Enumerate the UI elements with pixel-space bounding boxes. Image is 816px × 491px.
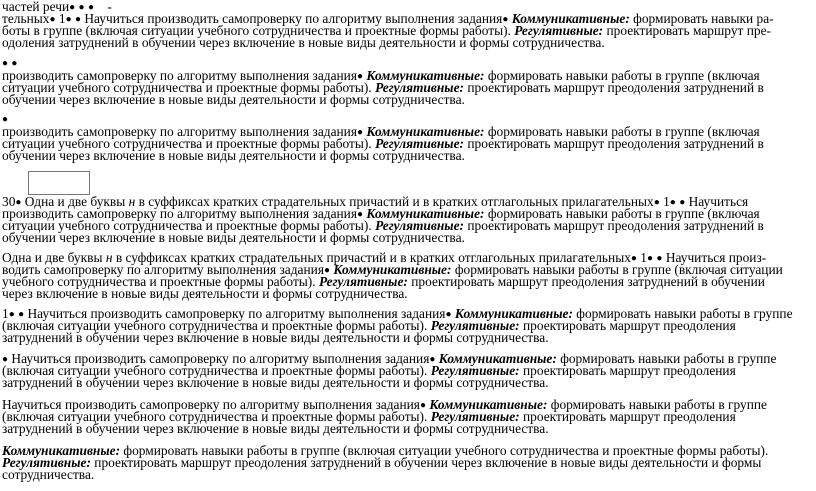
- text-fragment: тельных: [2, 11, 50, 26]
- number: 30: [2, 194, 16, 209]
- label-communicative: Коммуникативные:: [2, 443, 121, 458]
- text-line: [2, 288, 408, 301]
- regulative-text: затруднений в обучении через включение в новые виды деятельности и формы сотрудничества.: [2, 375, 549, 390]
- label-regulative: Регулятивные:: [514, 23, 604, 38]
- bullet-icon: ●: [357, 209, 364, 220]
- learning-goal: Научиться производить самопроверку по алгоритму выполнения задания: [11, 351, 430, 366]
- bullet-icon: ●: [78, 2, 85, 13]
- label-regulative: Регулятивные:: [375, 218, 464, 233]
- number: 1: [663, 194, 670, 209]
- communicative-text: ситуации учебного сотрудничества и проектные формы работы).: [2, 80, 372, 95]
- text-line: [2, 469, 94, 482]
- bullet-icon: ●: [357, 127, 364, 138]
- bullet-icon: ●: [15, 197, 22, 208]
- bullet-icon: ●: [69, 2, 76, 13]
- communicative-text: формировать навыки работы в группе: [560, 351, 777, 366]
- communicative-text: формировать навыки работы в группе: [550, 397, 767, 412]
- label-communicative: Коммуникативные:: [438, 351, 557, 366]
- label-regulative: Регулятивные:: [318, 274, 408, 289]
- label-regulative: Регулятивные:: [375, 136, 464, 151]
- regulative-text: проектировать маршрут преодоления затруднений в обучении через включение в новые виды деятельности и формы: [94, 455, 762, 470]
- communicative-text: (включая ситуации учебного сотрудничества и проектные формы работы).: [2, 318, 428, 333]
- communicative-text: (включая ситуации учебного сотрудничества и проектные формы работы).: [2, 363, 428, 378]
- bullet-icon: ●: [49, 14, 56, 25]
- text-line: [2, 37, 605, 50]
- regulative-text: проектировать маршрут преодоления затруднений в: [467, 218, 764, 233]
- communicative-text: формировать навыки работы в группе (включая: [487, 206, 760, 221]
- communicative-text: формировать навыки ра-: [633, 11, 774, 26]
- regulative-text: проектировать маршрут преодоления: [523, 363, 736, 378]
- bullet-icon: ●: [656, 253, 663, 264]
- bullet-icon: ●: [74, 14, 82, 25]
- bullet-icon: ●: [630, 253, 637, 264]
- learning-goal: Научиться производить самопроверку по алгоритму выполнения задания: [27, 306, 446, 321]
- bullet-icon: ●: [2, 114, 9, 125]
- regulative-text: проектировать маршрут преодоления затруднений в обучении: [411, 274, 765, 289]
- learning-goal: Научиться производить самопроверку по алгоритму выполнения задания: [84, 11, 503, 26]
- communicative-text: боты в группе (включая ситуации учебного сотрудничества и проектные формы работы).: [2, 23, 511, 38]
- topic-text: в суффиксах кратких страдательных причастий и в кратких отглагольных прилагательных: [115, 250, 631, 265]
- topic-text: Одна и две буквы: [24, 194, 126, 209]
- label-communicative: Коммуникативные:: [429, 397, 548, 412]
- number: 1: [640, 250, 647, 265]
- learning-goal: производить самопроверку по алгоритму выполнения задания: [2, 68, 358, 83]
- regulative-text: проектировать маршрут пре-: [606, 23, 771, 38]
- regulative-text: обучении через включение в новые виды деятельности и формы сотрудничества.: [2, 148, 465, 163]
- learning-goal: производить самопроверку по алгоритму выполнения задания: [2, 206, 358, 221]
- communicative-text: формировать навыки работы в группе (включая ситуации учебного сотрудничества и проектные формы работы).: [123, 443, 769, 458]
- bullet-icon: ●: [2, 354, 9, 365]
- bullet-icon: ●: [357, 71, 364, 82]
- regulative-text: сотрудничества.: [2, 467, 95, 482]
- label-communicative: Коммуникативные:: [366, 124, 485, 139]
- number: 1: [58, 11, 66, 26]
- text-line: [2, 457, 761, 470]
- label-regulative: Регулятивные:: [430, 318, 520, 333]
- communicative-text: ситуации учебного сотрудничества и проектные формы работы).: [2, 136, 372, 151]
- topic-text: Одна и две буквы: [2, 250, 103, 265]
- label-regulative: Регулятивные:: [430, 409, 520, 424]
- label-communicative: Коммуникативные:: [366, 206, 485, 221]
- bullet-icon: ●: [653, 197, 660, 208]
- bullet-icon: ●: [502, 14, 509, 25]
- regulative-text: проектировать маршрут преодоления: [523, 409, 736, 424]
- label-communicative: Коммуникативные:: [454, 306, 573, 321]
- communicative-text: (включая ситуации учебного сотрудничества и проектные формы работы).: [2, 409, 428, 424]
- learning-goal: Научиться производить самопроверку по алгоритму выполнения задания: [2, 397, 420, 412]
- label-regulative: Регулятивные:: [430, 363, 520, 378]
- label-communicative: Коммуникативные:: [511, 11, 630, 26]
- label-communicative: Коммуникативные:: [366, 68, 485, 83]
- bullet-icon: ●: [87, 2, 94, 13]
- topic-text: в суффиксах кратких страдательных причастий и в кратких отглагольных прилагательных: [138, 194, 654, 209]
- text-line: [2, 94, 465, 107]
- text-fragment: частей речи: [2, 0, 70, 14]
- text-line: [2, 377, 549, 390]
- bullet-icon: ●: [445, 309, 452, 320]
- text-line: [2, 423, 549, 436]
- learning-goal: Научиться: [688, 194, 749, 209]
- text-line: [2, 232, 465, 245]
- bullet-icon: ●: [647, 253, 654, 264]
- bullet-icon: ●: [679, 197, 686, 208]
- regulative-text: обучении через включение в новые виды деятельности и формы сотрудничества.: [2, 230, 465, 245]
- text-line: [2, 150, 465, 163]
- regulative-text: затруднений в обучении через включение в новые виды деятельности и формы сотрудничества.: [2, 330, 549, 345]
- regulative-text: обучении через включение в новые виды деятельности и формы сотрудничества.: [2, 92, 465, 107]
- number: 1: [2, 306, 9, 321]
- communicative-text: учебного сотрудничества и проектные формы работы).: [2, 274, 316, 289]
- regulative-text: одоления затруднений в обучении через включение в новые виды деятельности и формы сотрудничества.: [2, 35, 605, 50]
- regulative-text: проектировать маршрут преодоления: [523, 318, 736, 333]
- empty-frame: [28, 171, 90, 195]
- bullet-icon: ●: [11, 58, 18, 69]
- topic-letter: н: [128, 194, 136, 209]
- communicative-text: формировать навыки работы в группе (включая: [487, 124, 760, 139]
- learning-goal: Научиться произ-: [665, 250, 767, 265]
- regulative-text: через включение в новые виды деятельности и формы сотрудничества.: [2, 286, 408, 301]
- bullet-icon: ●: [324, 265, 331, 276]
- label-regulative: Регулятивные:: [2, 455, 91, 470]
- bullet-icon: ●: [419, 400, 426, 411]
- learning-goal: водить самопроверку по алгоритму выполнения задания: [2, 262, 324, 277]
- regulative-text: затруднений в обучении через включение в новые виды деятельности и формы сотрудничества.: [2, 421, 549, 436]
- bullet-icon: ●: [669, 197, 676, 208]
- regulative-text: проектировать маршрут преодоления затруднений в: [467, 136, 764, 151]
- topic-letter: н: [105, 250, 113, 265]
- communicative-text: формировать навыки работы в группе: [576, 306, 793, 321]
- bullet-icon: ●: [8, 309, 15, 320]
- regulative-text: проектировать маршрут преодоления затруднений в: [467, 80, 764, 95]
- bullet-icon: ●: [429, 354, 436, 365]
- label-regulative: Регулятивные:: [375, 80, 464, 95]
- text-line: [2, 332, 549, 345]
- communicative-text: формировать навыки работы в группе (включая: [487, 68, 760, 83]
- bullet-icon: ●: [18, 309, 25, 320]
- bullet-icon: ●: [65, 14, 72, 25]
- learning-goal: производить самопроверку по алгоритму выполнения задания: [2, 124, 358, 139]
- dash: -: [107, 0, 112, 14]
- communicative-text: ситуации учебного сотрудничества и проектные формы работы).: [2, 218, 372, 233]
- communicative-text: формировать навыки работы в группе (включая ситуации: [454, 262, 783, 277]
- bullet-icon: ●: [2, 58, 9, 69]
- label-communicative: Коммуникативные:: [333, 262, 452, 277]
